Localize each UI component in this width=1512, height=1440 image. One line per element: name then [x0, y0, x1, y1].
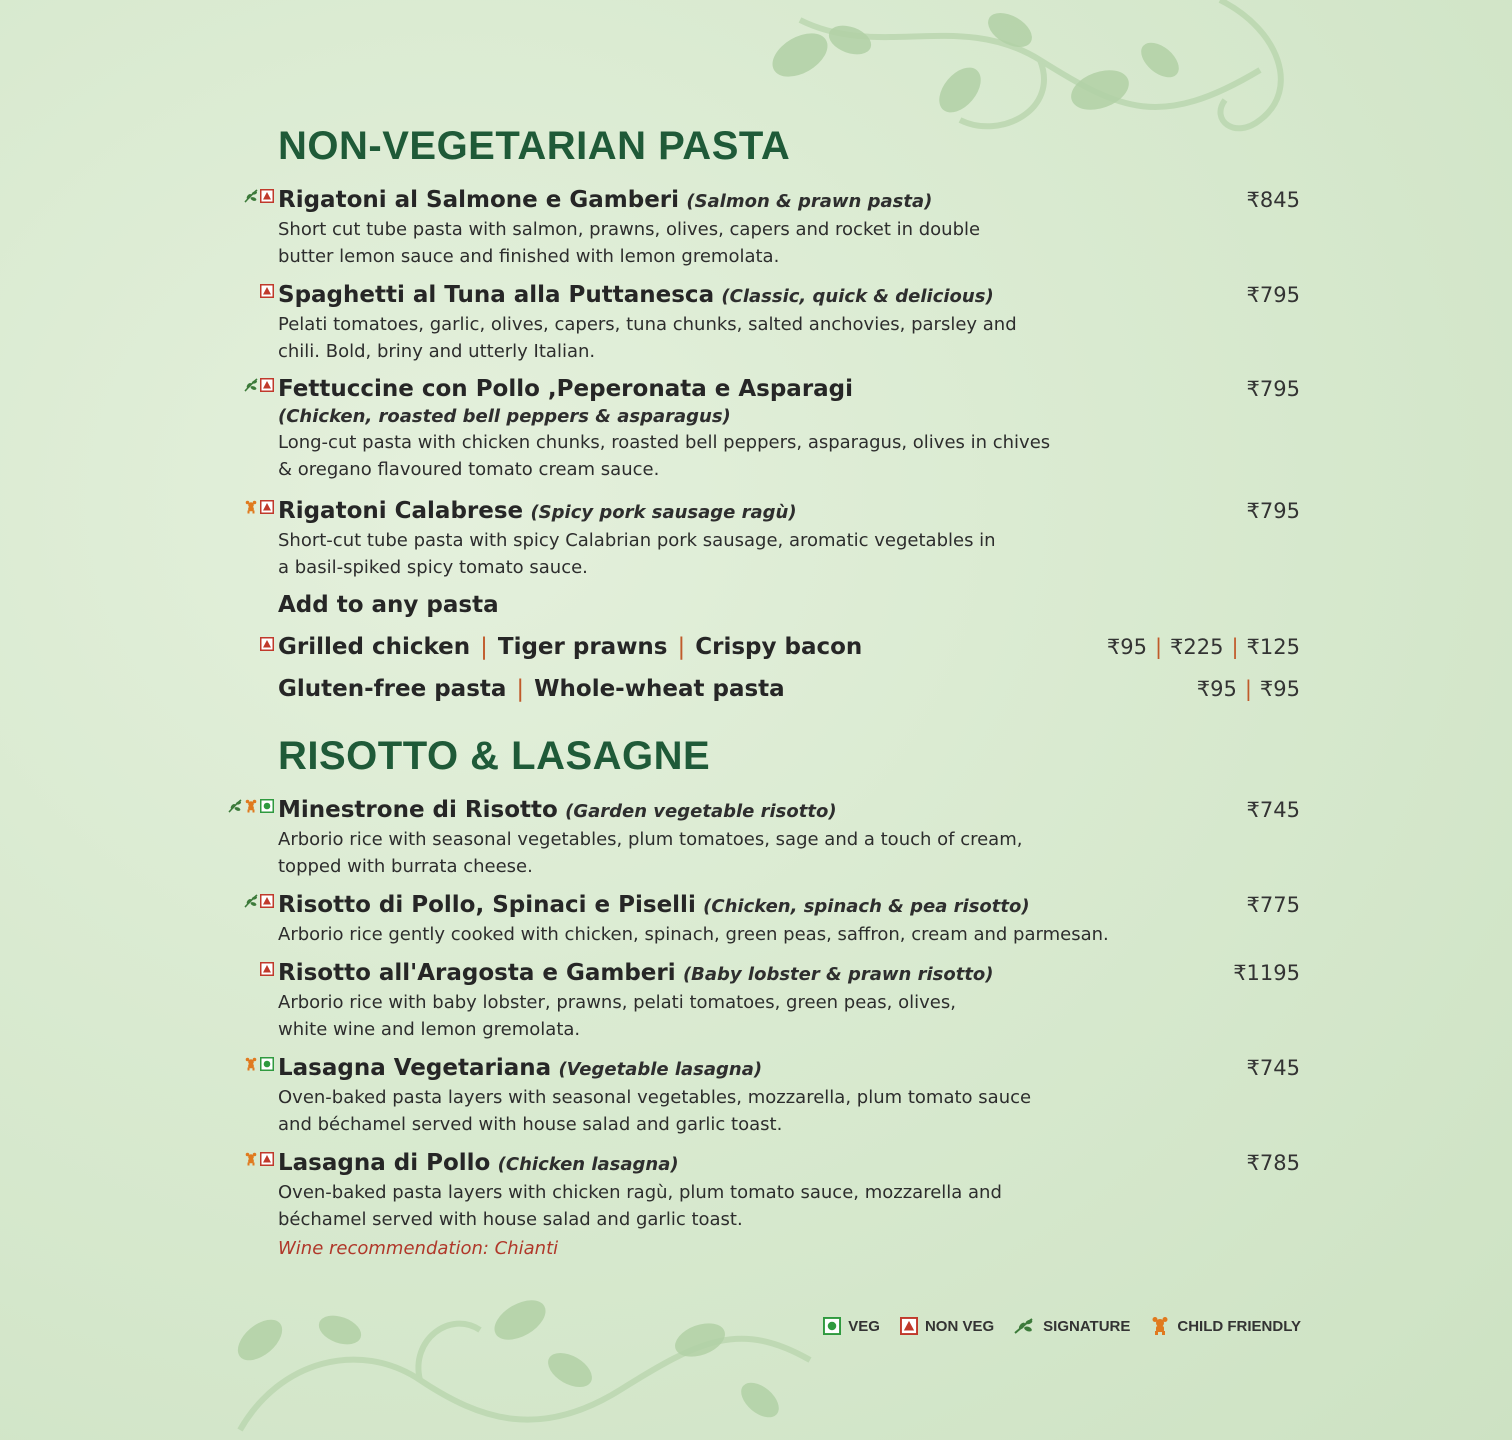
- item-subtitle: (Baby lobster & prawn risotto): [682, 964, 994, 985]
- item-icons: [244, 1152, 274, 1166]
- item-name: Fettuccine con Pollo ,Peperonata e Asparagi: [278, 376, 854, 402]
- menu-item: [278, 496, 1300, 581]
- non-veg-icon: [260, 962, 274, 976]
- veg-icon: [823, 1317, 841, 1335]
- item-description: Pelati tomatoes, garlic, olives, capers, tuna chunks, salted anchovies, parsley and chili. Bold, briny and utterly Italian.: [278, 314, 1017, 362]
- item-icons: [244, 1057, 274, 1071]
- item-name: Risotto di Pollo, Spinaci e Piselli: [278, 892, 696, 918]
- legend-veg: VEG: [823, 1317, 880, 1335]
- item-description: Arborio rice with baby lobster, prawns, pelati tomatoes, green peas, olives, white wine and lemon gremolata.: [278, 992, 956, 1040]
- bottom-vine-decoration: [220, 1280, 820, 1440]
- addon-heading: Add to any pasta: [278, 592, 499, 618]
- item-price: ₹775: [1246, 893, 1300, 917]
- item-name: Rigatoni Calabrese: [278, 498, 524, 524]
- item-price: ₹1195: [1233, 961, 1300, 985]
- item-price: ₹745: [1246, 798, 1300, 822]
- legend: [811, 1316, 1301, 1336]
- item-price: ₹845: [1246, 188, 1300, 212]
- non-veg-icon: [260, 378, 274, 392]
- veg-icon: [260, 1057, 274, 1071]
- menu-item: [278, 1053, 1300, 1138]
- item-description: Arborio rice gently cooked with chicken, spinach, green peas, saffron, cream and parmesan.: [278, 924, 1109, 945]
- separator: |: [677, 634, 686, 660]
- separator: |: [480, 634, 488, 660]
- item-icons: [260, 962, 274, 976]
- item-name: Minestrone di Risotto: [278, 797, 558, 823]
- item-subtitle: (Chicken, spinach & pea risotto): [703, 896, 1030, 917]
- item-price: ₹745: [1246, 1056, 1300, 1080]
- addon-tiger-prawns: Tiger prawns: [497, 634, 668, 660]
- menu-item: [278, 890, 1300, 949]
- non-veg-icon: [260, 500, 274, 514]
- separator: |: [516, 676, 525, 702]
- menu-item: [278, 374, 1300, 483]
- addon-prices: ₹95 | ₹225 | ₹125: [1106, 635, 1300, 659]
- child-friendly-icon: [244, 500, 258, 514]
- item-description: Oven-baked pasta layers with seasonal vegetables, mozzarella, plum tomato sauce and béchamel served with house salad and garlic toast.: [278, 1087, 1032, 1135]
- signature-icon: [244, 189, 258, 203]
- menu-item: [278, 795, 1300, 880]
- item-name: Rigatoni al Salmone e Gamberi: [278, 187, 680, 213]
- menu-item: [278, 958, 1300, 1043]
- item-price: ₹795: [1246, 499, 1300, 523]
- non-veg-icon: [260, 894, 274, 908]
- item-icons: [244, 189, 274, 203]
- item-price: ₹795: [1246, 377, 1300, 401]
- item-price: ₹795: [1246, 283, 1300, 307]
- addon-prices: ₹95 | ₹95: [1196, 677, 1300, 701]
- non-veg-icon: [260, 1152, 274, 1166]
- item-description: Long-cut pasta with chicken chunks, roasted bell peppers, asparagus, olives in chives & oregano flavoured tomato cream sauce.: [278, 432, 1051, 480]
- child-friendly-icon: [244, 1057, 258, 1071]
- item-description: Oven-baked pasta layers with chicken ragù, plum tomato sauce, mozzarella and béchamel served with house salad and garlic toast.: [278, 1182, 1002, 1230]
- non-veg-icon: [260, 637, 274, 651]
- item-description: Arborio rice with seasonal vegetables, plum tomatoes, sage and a touch of cream, topped with burrata cheese.: [278, 829, 1023, 877]
- item-name: Lasagna Vegetariana: [278, 1055, 552, 1081]
- addon-row: [278, 674, 1300, 704]
- item-icons: [244, 500, 274, 514]
- item-subtitle: (Vegetable lasagna): [558, 1059, 763, 1080]
- addon-whole-wheat: Whole-wheat pasta: [534, 676, 785, 702]
- item-icons: [260, 284, 274, 298]
- item-subtitle: (Salmon & prawn pasta): [686, 191, 933, 212]
- item-subtitle: (Spicy pork sausage ragù): [530, 502, 797, 523]
- top-vine-decoration: [740, 0, 1300, 170]
- veg-icon: [260, 799, 274, 813]
- signature-icon: [244, 894, 258, 908]
- section-title-risotto: RISOTTO & LASAGNE: [278, 734, 711, 778]
- addon-crispy-bacon: Crispy bacon: [695, 634, 863, 660]
- item-icons: [228, 799, 274, 813]
- item-subtitle: (Garden vegetable risotto): [565, 801, 837, 822]
- legend-signature: SIGNATURE: [1014, 1317, 1130, 1335]
- child-friendly-icon: [244, 1152, 258, 1166]
- child-friendly-icon: [1150, 1316, 1170, 1336]
- item-subtitle: (Chicken lasagna): [497, 1154, 679, 1175]
- signature-icon: [228, 799, 242, 813]
- legend-non-veg: NON VEG: [900, 1317, 994, 1335]
- item-description: Short cut tube pasta with salmon, prawns, olives, capers and rocket in double butter lemon sauce and finished with lemon gremolata.: [278, 219, 981, 267]
- item-description: Short-cut tube pasta with spicy Calabrian pork sausage, aromatic vegetables in a basil-spiked spicy tomato sauce.: [278, 530, 996, 578]
- item-icons: [244, 894, 274, 908]
- item-name: Lasagna di Pollo: [278, 1150, 491, 1176]
- wine-recommendation: Wine recommendation: Chianti: [278, 1238, 559, 1259]
- item-icons: [260, 637, 274, 651]
- section-title-pasta: NON-VEGETARIAN PASTA: [278, 124, 791, 168]
- addon-row: [278, 632, 1300, 662]
- item-name: Spaghetti al Tuna alla Puttanesca: [278, 282, 715, 308]
- legend-child-friendly: CHILD FRIENDLY: [1150, 1316, 1301, 1336]
- item-icons: [244, 378, 274, 392]
- menu-item: [278, 1148, 1300, 1233]
- child-friendly-icon: [244, 799, 258, 813]
- signature-icon: [1014, 1317, 1036, 1335]
- item-subtitle: (Chicken, roasted bell peppers & asparagus): [278, 406, 731, 427]
- menu-item: [278, 185, 1300, 270]
- addon-grilled-chicken: Grilled chicken: [278, 634, 471, 660]
- menu-item: [278, 280, 1300, 365]
- addon-gluten-free: Gluten-free pasta: [278, 676, 507, 702]
- item-price: ₹785: [1246, 1151, 1300, 1175]
- non-veg-icon: [260, 189, 274, 203]
- non-veg-icon: [260, 284, 274, 298]
- non-veg-icon: [900, 1317, 918, 1335]
- signature-icon: [244, 378, 258, 392]
- item-name: Risotto all'Aragosta e Gamberi: [278, 960, 676, 986]
- item-subtitle: (Classic, quick & delicious): [721, 286, 994, 307]
